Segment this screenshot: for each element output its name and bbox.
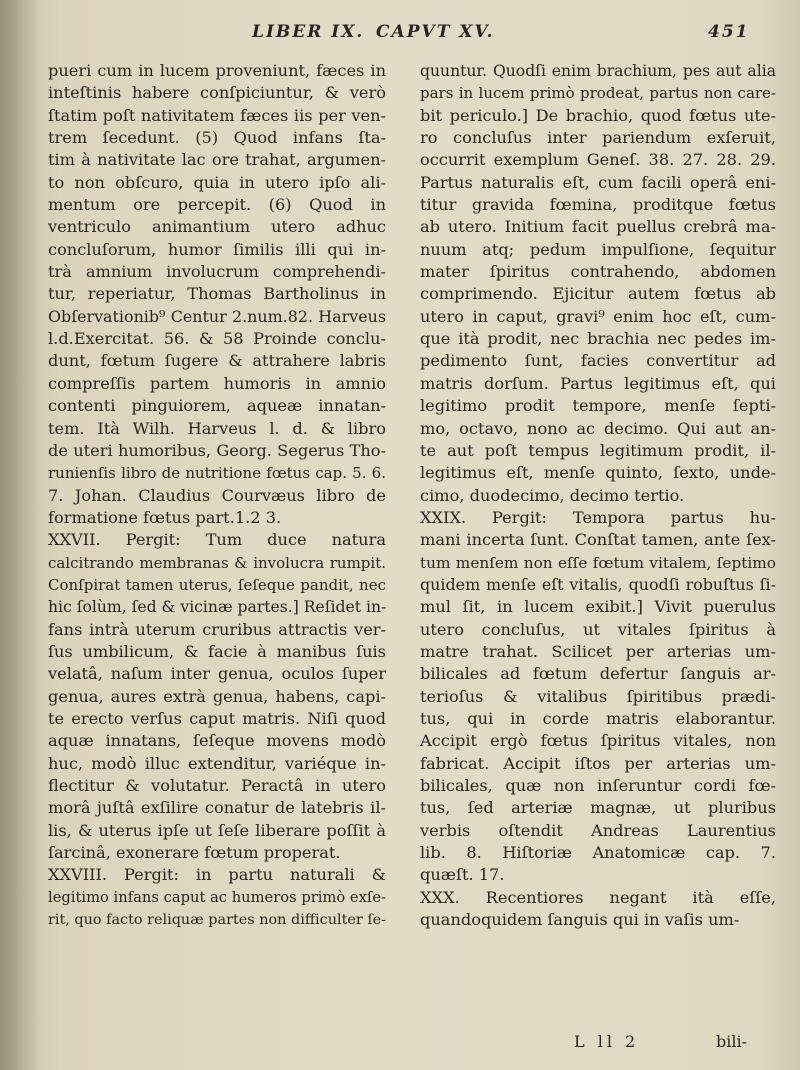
text-line: hic ſolùm, ſed & vicinæ partes.] Reſidet in-: [48, 598, 386, 617]
text-line: 7. Johan. Claudius Courvæus libro de: [48, 485, 386, 505]
text-line: pars in lucem primò prodeat, partus non care-: [420, 84, 776, 103]
text-line: inteſtinis habere conſpiciuntur, & verò: [48, 83, 386, 103]
text-line: utero concluſus, ut vitales ſpiritus à: [420, 619, 776, 639]
text-line: XXVIII. Pergit: in partu naturali &: [48, 865, 386, 885]
gutter-shadow: [0, 0, 40, 1070]
text-line: rit, quo facto reliquæ partes non difficulter ſe-: [48, 912, 386, 929]
text-line: formatione fœtus part.1.2 3.: [48, 507, 282, 527]
text-line: tem. Ità Wilh. Harveus l. d. & libro: [48, 418, 386, 438]
text-line: tur, reperiatur, Thomas Bartholinus in: [48, 284, 386, 304]
text-line: comprimendo. Ejicitur autem fœtus ab: [420, 284, 776, 304]
text-line: tim à nativitate lac ore trahat, argumen-: [48, 150, 386, 170]
text-line: cimo, duodecimo, decimo tertio.: [420, 485, 685, 505]
running-header: [0, 22, 800, 52]
text-line: contenti pinguiorem, aqueæ innatan-: [48, 396, 386, 416]
text-line: mentum ore percepit. (6) Quod in: [48, 195, 386, 215]
text-line: quandoquidem ſanguis qui in vaſis um-: [420, 910, 740, 930]
text-line: XXX. Recentiores negant ità eſſe,: [420, 887, 776, 907]
text-line: bit periculo.] De brachio, quod fœtus ute-: [420, 105, 776, 125]
text-line: Accipit ergò fœtus ſpiritus vitales, non: [420, 731, 776, 751]
text-line: tus, qui in corde matris elaborantur.: [420, 708, 776, 728]
text-line: huc, modò illuc extenditur, variéque in-: [48, 753, 386, 773]
text-line: bilicales, quæ non inſeruntur cordi fœ-: [420, 776, 776, 795]
text-line: ab utero. Initium facit puellus crebrâ ma-: [420, 217, 776, 237]
text-line: de uteri humoribus, Georg. Segerus Tho-: [48, 440, 386, 460]
text-line: ſus umbilicum, & facie à manibus ſuis: [48, 641, 386, 661]
text-line: mo, octavo, nono ac decimo. Qui aut an-: [420, 418, 776, 438]
text-line: terioſus & vitalibus ſpiritibus prædi-: [420, 686, 776, 706]
text-line: quidem menſe eſt vitalis, quodſi robuſtus ſi-: [420, 574, 776, 594]
text-line: genua, aures extrà genua, habens, capi-: [48, 686, 386, 706]
text-line: mater ſpiritus contrahendo, abdomen: [420, 262, 776, 282]
text-line: matris dorſum. Partus legitimus eſt, qui: [420, 373, 776, 393]
text-line: flectitur & volutatur. Peractâ in utero: [48, 776, 386, 795]
text-line: l.d.Exercitat. 56. & 58 Proinde conclu-: [48, 329, 386, 349]
text-line: tus, ſed arteriæ magnæ, ut pluribus: [420, 798, 776, 818]
text-line: pueri cum in lucem proveniunt, fæces in: [48, 61, 386, 80]
right-text-column: [420, 60, 776, 931]
text-line: utero in caput, gravi⁹ enim hoc eſt, cum-: [420, 306, 776, 326]
text-line: Conſpirat tamen uterus, ſeſeque pandit, nec: [48, 575, 386, 594]
text-line: Partus naturalis eſt, cum facili operâ eni-: [420, 172, 776, 192]
text-line: te aut poſt tempus legitimum prodit, il-: [420, 440, 776, 460]
text-line: lis, & uterus ipſe ut ſeſe liberare poſſit à: [48, 820, 386, 840]
text-line: matre trahat. Scilicet per arterias um-: [420, 641, 776, 661]
text-line: velatâ, naſum inter genua, oculos ſuper: [48, 664, 386, 684]
text-line: morâ juſtâ exſilire conatur de latebris il-: [48, 798, 386, 818]
text-line: mani incerta ſunt. Conſtat tamen, ante ſex-: [420, 530, 776, 550]
text-line: verbis oſtendit Andreas Laurentius: [420, 820, 776, 840]
text-line: pedimento ſunt, facies convertitur ad: [420, 351, 776, 371]
left-text-column: [48, 60, 386, 931]
text-line: quæſt. 17.: [420, 865, 505, 885]
text-line: te erecto verſus caput matris. Niſi quod: [48, 708, 386, 728]
text-line: legitimus eſt, menſe quinto, ſexto, unde-: [420, 463, 776, 483]
catchword: bili-: [716, 1032, 747, 1051]
header-book: LIBER IX.: [252, 22, 365, 42]
text-line: que ità prodit, nec brachia nec pedes im-: [420, 329, 776, 349]
text-line: trà amnium involucrum comprehendi-: [48, 262, 386, 282]
text-line: compreſſis partem humoris in amnio: [48, 373, 386, 393]
text-line: concluſorum, humor ſimilis illi qui in-: [48, 239, 386, 259]
text-line: nuum atq; pedum impulſione, ſequitur: [420, 239, 776, 259]
page-number: 451: [708, 22, 750, 42]
text-line: to non obſcuro, quia in utero ipſo ali-: [48, 172, 386, 192]
text-line: runienſis libro de nutritione fœtus cap. 5. 6.: [48, 464, 386, 483]
text-line: fabricat. Accipit iſtos per arterias um-: [420, 753, 776, 773]
text-line: ventriculo animantium utero adhuc: [48, 217, 386, 237]
text-line: tum menſem non eſſe fœtum vitalem, ſeptimo: [420, 553, 776, 572]
text-line: dunt, fœtum ſugere & attrahere labris: [48, 351, 386, 371]
signature-mark: L ll 2: [574, 1032, 640, 1051]
text-line: Obſervationib⁹ Centur 2.num.82. Harveus: [48, 306, 386, 326]
text-line: legitimo prodit tempore, menſe ſepti-: [420, 396, 776, 416]
text-line: calcitrando membranas & involucra rumpit.: [48, 553, 386, 572]
text-line: XXVII. Pergit: Tum duce natura: [48, 530, 386, 550]
header-chapter: CAPVT XV.: [376, 22, 495, 42]
text-line: fans intrà uterum cruribus attractis ver-: [48, 619, 386, 639]
text-line: aquæ innatans, ſeſeque movens modò: [48, 731, 386, 751]
text-line: XXIX. Pergit: Tempora partus hu-: [420, 507, 776, 527]
text-line: lib. 8. Hiſtoriæ Anatomicæ cap. 7.: [420, 843, 776, 863]
text-line: bilicales ad fœtum defertur ſanguis ar-: [420, 664, 776, 684]
text-line: occurrit exemplum Geneſ. 38. 27. 28. 29.: [420, 150, 776, 170]
text-line: ro concluſus inter pariendum exſeruit,: [420, 128, 776, 148]
text-line: ſarcinâ, exonerare fœtum properat.: [48, 843, 341, 863]
text-line: legitimo infans caput ac humeros primò exſe-: [48, 888, 386, 906]
text-line: mul ſit, in lucem exibit.] Vivit puerulus: [420, 597, 776, 617]
text-line: quuntur. Quodſi enim brachium, pes aut alia: [420, 62, 776, 80]
text-line: ſtatim poſt nativitatem fæces iis per ven-: [48, 105, 386, 125]
text-line: trem ſecedunt. (5) Quod infans ſta-: [48, 128, 386, 148]
text-line: titur gravida fœmina, proditque fœtus: [420, 195, 776, 215]
